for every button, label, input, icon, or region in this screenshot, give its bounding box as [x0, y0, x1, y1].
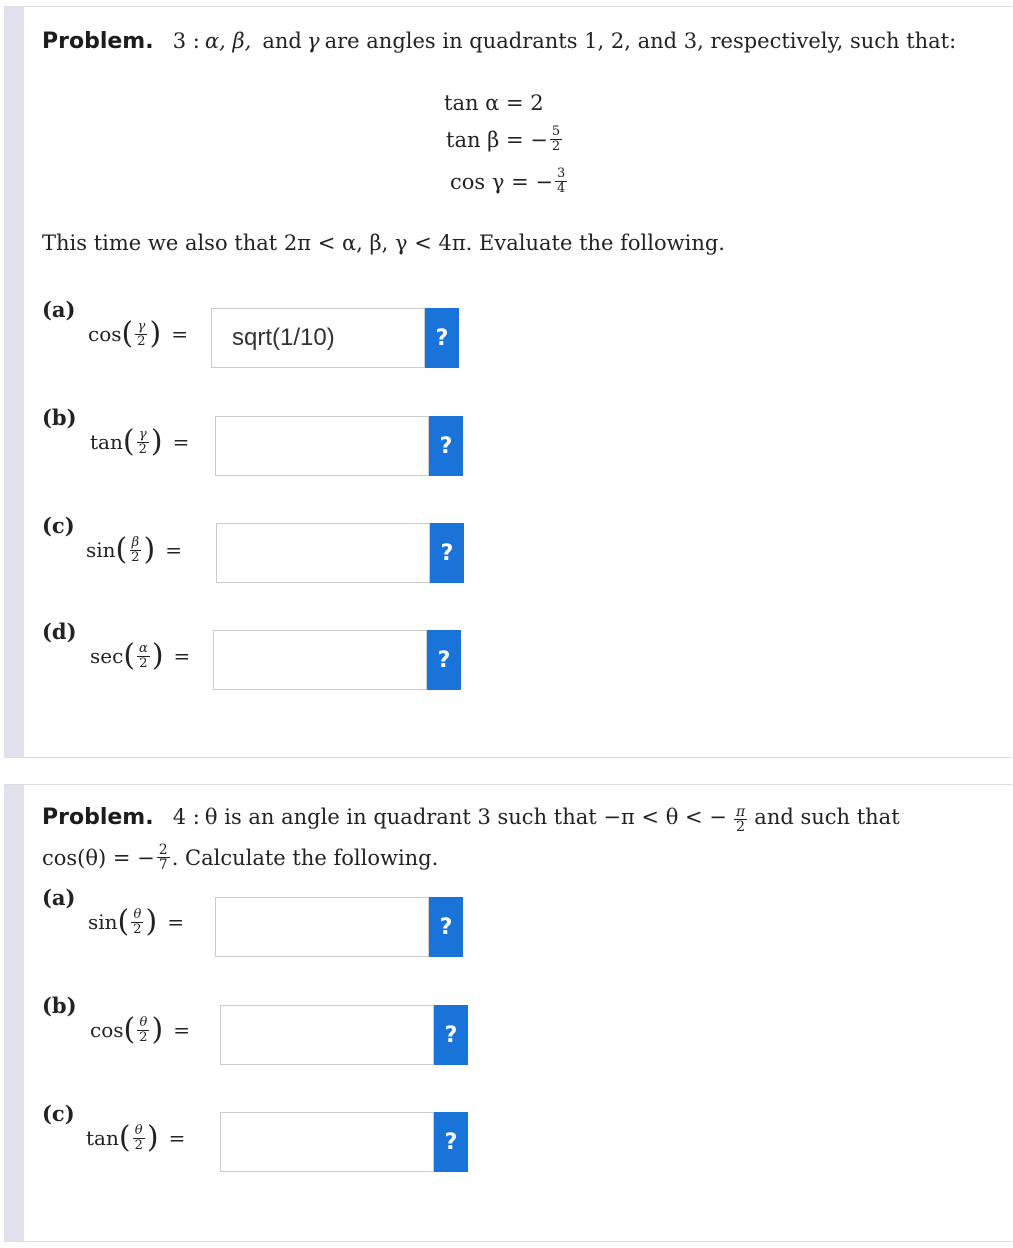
- problem-3-heading: Problem.: [42, 29, 154, 54]
- problem-3-intro: are angles in quadrants 1, 2, and 3, respectively, such that:: [324, 29, 957, 53]
- part-a-expression: cos ( $\frac{\gamma}{2}$ ) =: [88, 316, 188, 351]
- p4-part-c-label: (c): [42, 1101, 75, 1126]
- fraction: $\frac{2}{7}$: [158, 842, 168, 873]
- part-c-answer-input[interactable]: [216, 523, 430, 583]
- problem-4-intro-end: and such that: [754, 805, 900, 829]
- part-b-answer-input[interactable]: [215, 416, 429, 476]
- part-c-help-button[interactable]: ?: [430, 523, 464, 583]
- problem-4-header: [42, 805, 900, 834]
- problem-4-heading: Problem.: [42, 805, 154, 830]
- problem-3-condition: This time we also that 2π < α, β, γ < 4π. Evaluate the following.: [42, 231, 725, 255]
- p4-part-a-expression: sin ( $\frac{\theta}{2}$ ) =: [88, 904, 185, 939]
- part-b-help-button[interactable]: ?: [429, 416, 463, 476]
- problem-3-greek: α, β,: [204, 29, 252, 53]
- part-c-expression: sin ( $\frac{\beta}{2}$ ) =: [86, 532, 183, 567]
- p4-part-a-help-button[interactable]: ?: [429, 897, 463, 957]
- p4-part-b-label: (b): [42, 993, 77, 1018]
- equation-tan-beta: tan β = − $\frac{5}{2}$: [446, 124, 561, 154]
- part-d-label: (d): [42, 619, 77, 644]
- problem-3-gamma: γ: [306, 29, 320, 53]
- problem-4-number: 4 :: [172, 805, 200, 829]
- problem-4-card: [4, 784, 1012, 1242]
- p4-part-c-expression: tan ( $\frac{\theta}{2}$ ) =: [86, 1120, 186, 1155]
- fraction: $\frac{\pi}{2}$: [736, 804, 746, 835]
- equation-cos-gamma: cos γ = − $\frac{3}{4}$: [450, 166, 566, 196]
- p4-part-b-answer-input[interactable]: [220, 1005, 434, 1065]
- part-d-help-button[interactable]: ?: [427, 630, 461, 690]
- problem-4-intro: θ is an angle in quadrant 3 such that −π < θ < −: [204, 805, 727, 829]
- part-b-expression: tan ( $\frac{\gamma}{2}$ ) =: [90, 424, 190, 459]
- part-b-label: (b): [42, 405, 77, 430]
- equation-tan-alpha: tan α = 2: [444, 91, 544, 115]
- problem-3-card: [4, 6, 1012, 758]
- fraction: $\frac{5}{2}$: [551, 124, 561, 154]
- problem-3-header: [42, 29, 956, 54]
- part-d-answer-input[interactable]: [213, 630, 427, 690]
- part-a-answer-input[interactable]: sqrt(1/10): [211, 308, 425, 368]
- problem-4-line2: cos(θ) = − $\frac{2}{7}$ . Calculate the following.: [42, 842, 439, 873]
- problem-3-number: 3 :: [172, 29, 200, 53]
- part-c-label: (c): [42, 513, 75, 538]
- p4-part-a-answer-input[interactable]: [215, 897, 429, 957]
- p4-part-c-help-button[interactable]: ?: [434, 1112, 468, 1172]
- fraction: $\frac{3}{4}$: [556, 166, 566, 196]
- problem-3-and: and: [262, 29, 302, 53]
- part-a-label: (a): [42, 297, 76, 322]
- part-a-help-button[interactable]: ?: [425, 308, 459, 368]
- p4-part-a-label: (a): [42, 885, 76, 910]
- part-d-expression: sec ( $\frac{\alpha}{2}$ ) =: [90, 638, 191, 673]
- p4-part-b-help-button[interactable]: ?: [434, 1005, 468, 1065]
- p4-part-b-expression: cos ( $\frac{\theta}{2}$ ) =: [90, 1012, 190, 1047]
- p4-part-c-answer-input[interactable]: [220, 1112, 434, 1172]
